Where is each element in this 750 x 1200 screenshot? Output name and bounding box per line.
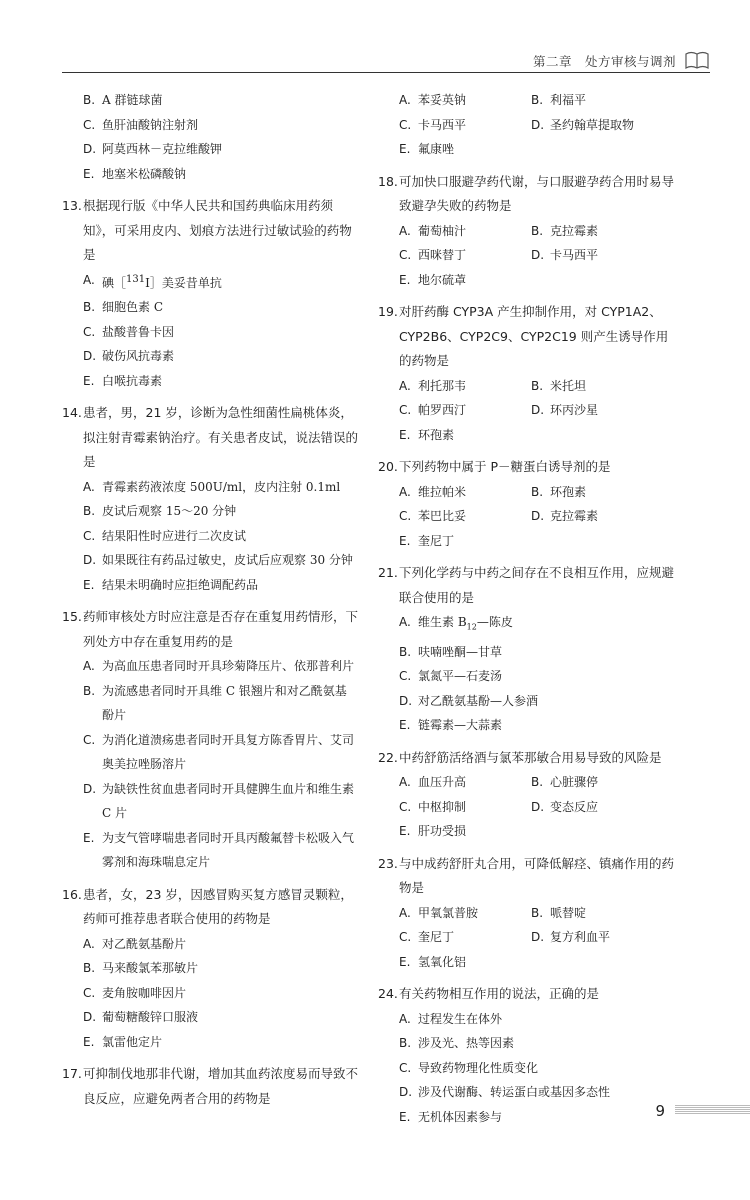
option-e: E. 链霉素—大蒜素 — [399, 718, 503, 733]
page-header — [62, 50, 710, 74]
option-b: B. 克拉霉素 — [531, 223, 599, 238]
option-b: B. 米托坦 — [531, 378, 587, 393]
question-stem: 20. 下列药物中属于 P－糖蛋白诱导剂的是 — [378, 459, 611, 474]
option-a: A. 维拉帕米 — [399, 484, 467, 499]
question-18 — [378, 170, 680, 293]
option-e: E. 奎尼丁 — [399, 533, 455, 548]
option-c: C. 中枢抑制 — [399, 799, 467, 814]
question-16 — [62, 883, 358, 1055]
header-rule — [62, 72, 710, 73]
option-b: B. 利福平 — [531, 93, 587, 107]
option-c: C. 帕罗西汀 — [399, 403, 467, 417]
question-15 — [62, 605, 358, 875]
option-c: C. 盐酸普鲁卡因 — [83, 324, 175, 339]
question-23 — [378, 852, 680, 975]
option-e: E. 氟康唑 — [399, 142, 455, 156]
question-17 — [62, 1062, 358, 1111]
option-a: A. 葡萄柚汁 — [399, 223, 467, 238]
option-b: B. 哌替啶 — [531, 905, 587, 920]
chapter-title: 第二章 处方审核与调剂 — [532, 54, 676, 69]
option-a: A. 血压升高 — [399, 775, 467, 790]
option-a: A. 过程发生在体外 — [399, 1011, 503, 1026]
option-a: A. 苯妥英钠 — [399, 93, 467, 107]
right-column — [378, 88, 680, 1137]
option-b: B. 马来酸氯苯那敏片 — [83, 961, 199, 975]
question-stem: 15. 药师审核处方时应注意是否存在重复用药情形，下列处方中存在重复用药的是 — [62, 609, 359, 649]
option-a: A. 对乙酰氨基酚片 — [83, 936, 187, 951]
option-d: D. 为缺铁性贫血患者同时开具健脾生血片和维生素 C 片 — [83, 781, 355, 820]
page-number: 9 — [655, 1102, 665, 1120]
question-17-options — [378, 88, 680, 162]
option-b: B. 为流感患者同时开具维 C 银翘片和对乙酰氨基酚片 — [83, 683, 347, 722]
option-b: B. 环孢素 — [531, 484, 587, 499]
option-a: A. 甲氧氯普胺 — [399, 905, 479, 920]
option-c: C. 鱼肝油酸钠注射剂 — [83, 117, 199, 132]
left-column — [62, 88, 358, 1119]
question-stem: 19. 对肝药酶 CYP3A 产生抑制作用，对 CYP1A2、CYP2B6、CYP2C9、CYP2C19 则产生诱导作用的药物是 — [378, 304, 669, 368]
option-c: C. 为消化道溃疡患者同时开具复方陈香胃片、艾司奥美拉唑肠溶片 — [83, 732, 355, 771]
footer-decoration — [675, 1105, 750, 1115]
option-d: D. 环丙沙星 — [531, 403, 599, 417]
option-d: D. 变态反应 — [531, 799, 599, 814]
option-d: D. 阿莫西林－克拉维酸钾 — [83, 142, 223, 156]
question-22 — [378, 746, 680, 844]
option-a: A. 利托那韦 — [399, 378, 467, 393]
option-c: C. 奎尼丁 — [399, 930, 455, 945]
question-14 — [62, 401, 358, 597]
option-b: B. A 群链球菌 — [83, 93, 163, 107]
option-a: A. 为高血压患者同时开具珍菊降压片、依那普利片 — [83, 659, 355, 673]
option-c: C. 氯氮平—石麦汤 — [399, 669, 503, 684]
question-20 — [378, 455, 680, 553]
option-c: C. 麦角胺咖啡因片 — [83, 985, 187, 1000]
option-d: D. 如果既往有药品过敏史，皮试后应观察 30 分钟 — [83, 553, 353, 567]
option-e: E. 无机体因素参与 — [399, 1109, 503, 1124]
option-d: D. 对乙酰氨基酚—人参酒 — [399, 693, 539, 708]
option-a: A. 碘［$^{131}$I］美妥昔单抗 — [83, 272, 222, 290]
question-stem: 24. 有关药物相互作用的说法，正确的是 — [378, 986, 600, 1002]
question-stem: 21. 下列化学药与中药之间存在不良相互作用，应规避联合使用的是 — [378, 565, 675, 605]
option-d: D. 卡马西平 — [531, 248, 599, 262]
option-c: C. 结果阳性时应进行二次皮试 — [83, 528, 247, 543]
question-21 — [378, 561, 680, 738]
question-13 — [62, 194, 358, 393]
question-stem: 23. 与中成药舒肝丸合用，可降低解痉、镇痛作用的药物是 — [378, 855, 675, 896]
option-c: C. 西咪替丁 — [399, 248, 467, 262]
option-d: D. 破伤风抗毒素 — [83, 349, 175, 363]
option-e: E. 肝功受损 — [399, 824, 467, 839]
option-c: C. 导致药物理化性质变化 — [399, 1060, 539, 1075]
option-b: B. 细胞色素 C — [83, 300, 163, 314]
option-e: E. 地尔硫䓬 — [399, 272, 467, 287]
option-e: E. 结果未明确时应拒绝调配药品 — [83, 577, 259, 592]
option-a: A. 青霉素药液浓度 500U/ml，皮内注射 0.1ml — [83, 479, 341, 494]
option-d: D. 克拉霉素 — [531, 509, 599, 523]
question-stem: 14. 患者，男，21 岁，诊断为急性细菌性扁桃体炎，拟注射青霉素钠治疗。有关患者皮试，说法错误的是 — [62, 405, 359, 469]
option-d: D. 复方利血平 — [531, 930, 611, 945]
question-12-options — [62, 88, 358, 186]
question-stem: 13. 根据现行版《中华人民共和国药典临床用药须知》，可采用皮内、划痕方法进行过敏试验的药物是 — [62, 198, 352, 262]
question-stem: 17. 可抑制伐地那非代谢，增加其血药浓度易而导致不良反应，应避免两者合用的药物是 — [62, 1066, 359, 1106]
option-b: B. 涉及光、热等因素 — [399, 1036, 515, 1051]
question-stem: 16. 患者，女，23 岁，因感冒购买复方感冒灵颗粒，药师可推荐患者联合使用的药物是 — [62, 886, 353, 926]
option-a: A. 维生素 $B_{12}—$陈皮 — [399, 615, 513, 632]
option-d: D. 涉及代谢酶、转运蛋白或基因多态性 — [399, 1085, 611, 1100]
question-24 — [378, 982, 680, 1129]
question-19 — [378, 300, 680, 447]
option-d: D. 圣约翰草提取物 — [531, 117, 635, 132]
option-e: E. 地塞米松磷酸钠 — [83, 166, 187, 181]
option-b: B. 心脏骤停 — [531, 775, 599, 790]
question-stem: 22. 中药舒筋活络酒与氯苯那敏合用易导致的风险是 — [378, 749, 662, 765]
option-e: E. 氯雷他定片 — [83, 1034, 163, 1049]
option-e: E. 环孢素 — [399, 427, 455, 442]
option-e: E. 白喉抗毒素 — [83, 373, 163, 388]
option-b: B. 皮试后观察 15～20 分钟 — [83, 504, 237, 518]
book-icon — [684, 48, 710, 72]
option-e: E. 氢氧化铝 — [399, 954, 467, 969]
option-e: E. 为支气管哮喘患者同时开具丙酸氟替卡松吸入气雾剂和海珠喘息定片 — [83, 830, 355, 869]
option-c: C. 苯巴比妥 — [399, 509, 467, 523]
option-d: D. 葡萄糖酸锌口服液 — [83, 1010, 199, 1024]
question-stem: 18. 可加快口服避孕药代谢，与口服避孕药合用时易导致避孕失败的药物是 — [378, 173, 675, 213]
option-c: C. 卡马西平 — [399, 117, 467, 132]
option-b: B. 呋喃唑酮—甘草 — [399, 644, 503, 659]
